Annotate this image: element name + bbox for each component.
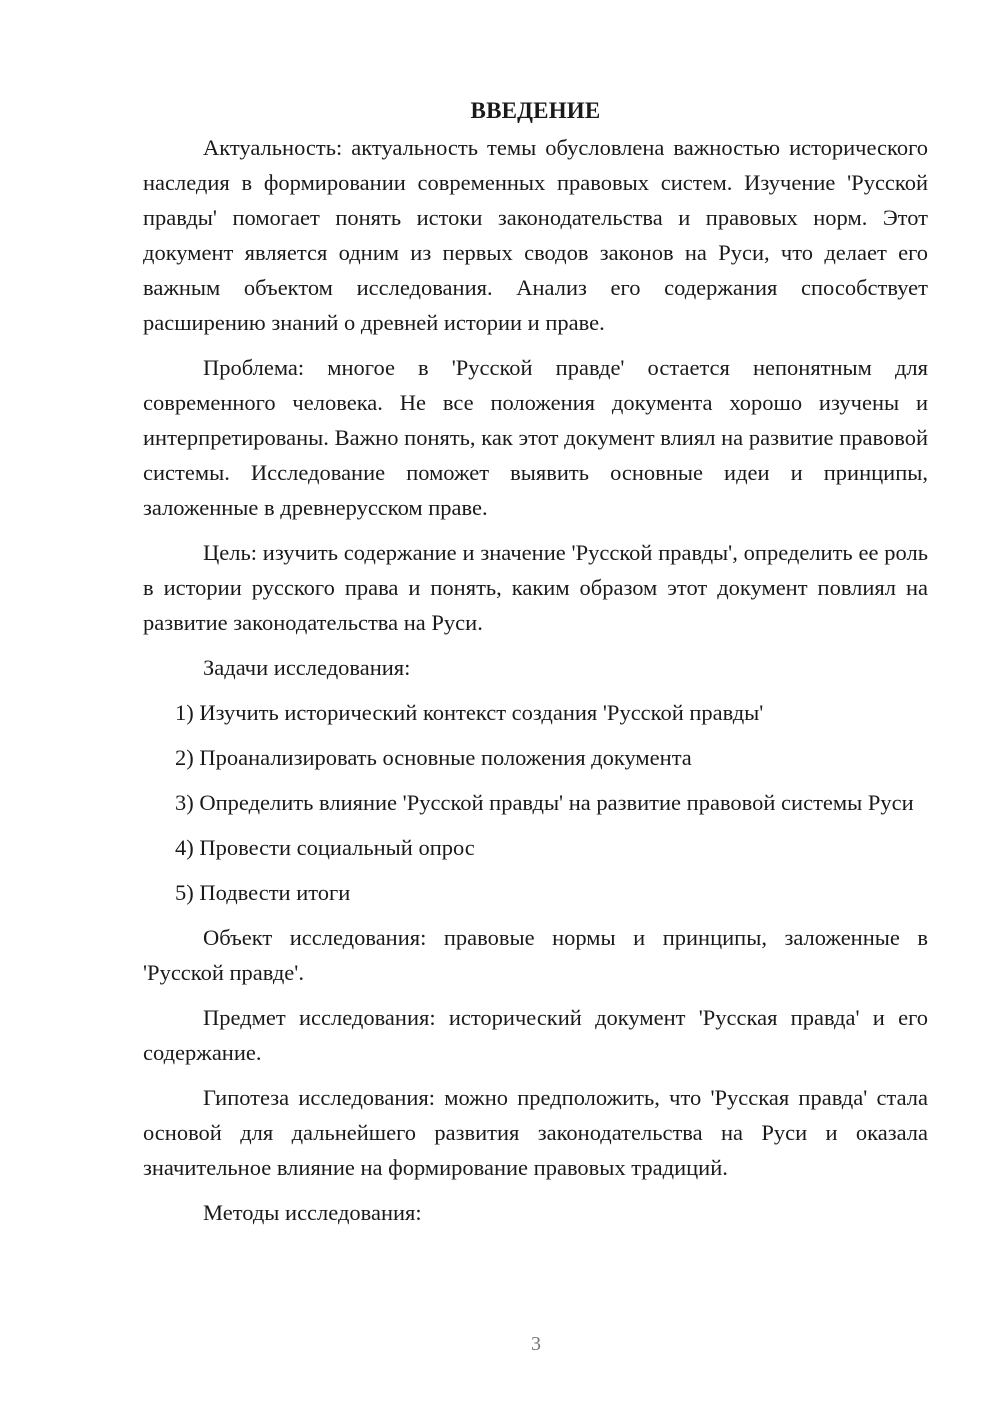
page-number: 3 [531,1333,541,1355]
paragraph-goal: Цель: изучить содержание и значение 'Русской правды', определить ее роль в истории русского права и понять, каким образом этот документ повлиял на развитие законодательства на Руси. [143,540,928,635]
paragraph-hypothesis: Гипотеза исследования: можно предположить, что 'Русская правда' стала основой для дальнейшего развития законодательства на Руси и оказала значительное влияние на формирование правовых традиций. [143,1085,928,1180]
list-item: 1) Изучить исторический контекст создания 'Русской правды' [175,700,764,725]
paragraph-problem: Проблема: многое в 'Русской правде' остается непонятным для современного человека. Не все положения документа хорошо изучены и интерпретированы. Важно понять, как этот документ влиял на развитие правовой системы. Исследование поможет выявить основные идеи и принципы, заложенные в древнерусском праве. [143,355,928,520]
list-item: 4) Провести социальный опрос [175,835,475,860]
document-page [143,96,928,1240]
list-item: 3) Определить влияние 'Русской правды' на развитие правовой системы Руси [175,790,914,815]
paragraph-subject: Предмет исследования: исторический документ 'Русская правда' и его содержание. [143,1005,928,1065]
page-title: ВВЕДЕНИЕ [470,98,601,123]
paragraph-tasks-heading: Задачи исследования: [203,655,411,680]
list-item: 2) Проанализировать основные положения документа [175,745,692,770]
paragraph-methods: Методы исследования: [203,1200,422,1225]
paragraph-relevance: Актуальность: актуальность темы обусловлена важностью исторического наследия в формировании современных правовых систем. Изучение 'Русской правды' помогает понять истоки законодательства и правовых норм. Этот документ является одним из первых сводов законов на Руси, что делает его важным объектом исследования. Анализ его содержания способствует расширению знаний о древней истории и праве. [143,135,928,335]
list-item: 5) Подвести итоги [175,880,351,905]
paragraph-object: Объект исследования: правовые нормы и принципы, заложенные в 'Русской правде'. [143,925,928,985]
